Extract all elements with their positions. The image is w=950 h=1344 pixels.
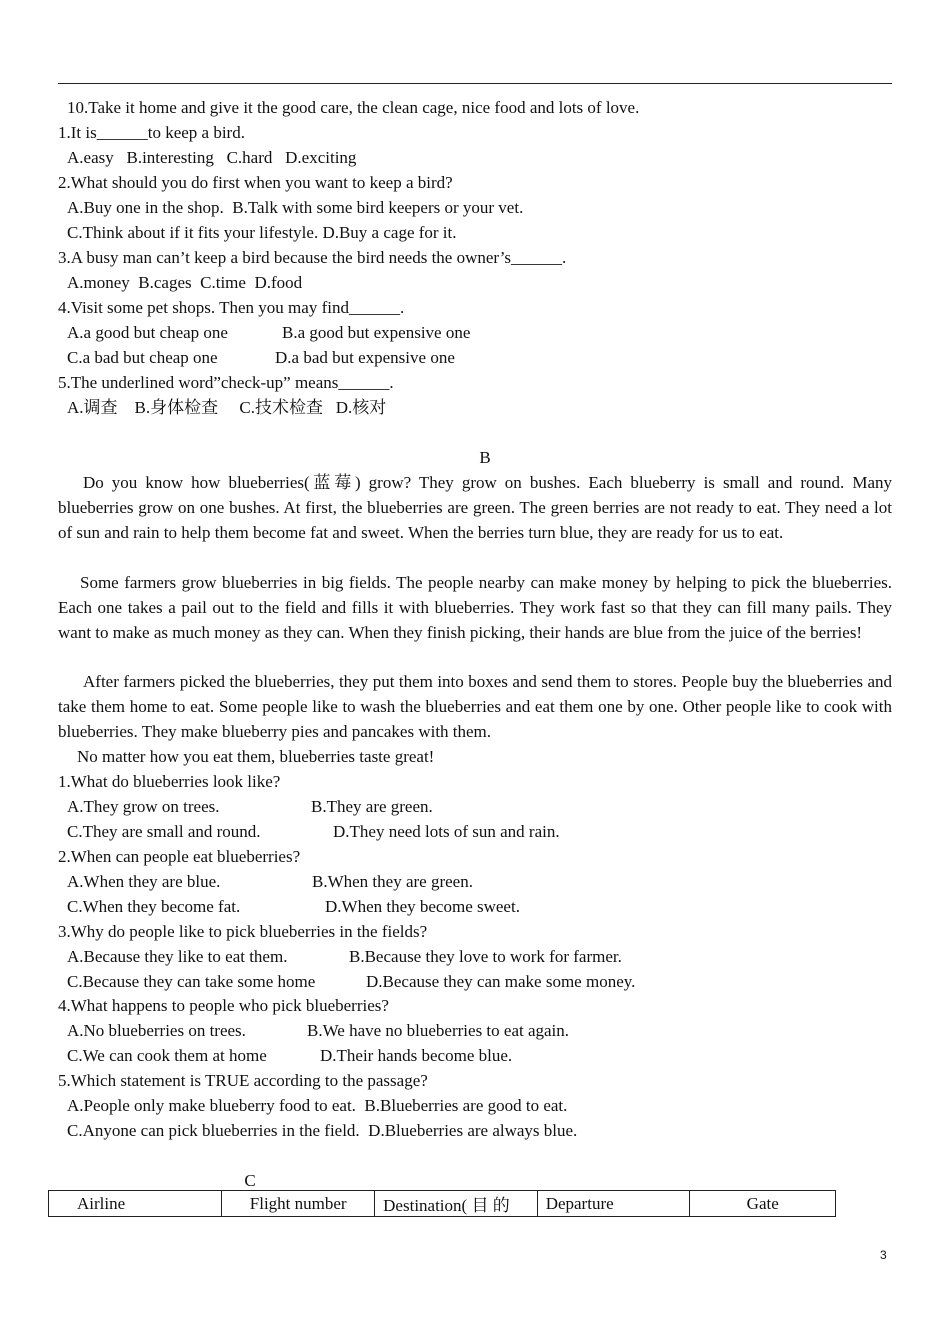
b-q2-option-c: C.When they become fat. — [67, 897, 241, 916]
b-q2-option-a: A.When they are blue. — [67, 872, 221, 891]
a-q2-options-2: C.Think about if it fits your lifestyle. D.Buy a cage for it. — [67, 223, 457, 242]
section-c-heading: C — [244, 1171, 256, 1190]
b-question-5: 5.Which statement is TRUE according to the passage? — [58, 1071, 428, 1090]
b-q4-option-c: C.We can cook them at home — [67, 1046, 267, 1065]
b-paragraph-1: Do you know how blueberries(蓝莓) grow? They grow on bushes. Each blueberry is small and round. Many blueberries grow on one bushes. At first, the blueberries are green. The green berries are not ready to eat. They need a lot of sun and rain to help them become fat and sweet. When the berries turn blue, they are ready for us to eat. — [58, 473, 892, 542]
a-q5-options: A.调查 B.身体检查 C.技术检查 D.核对 — [67, 398, 387, 417]
a-question-3: 3.A busy man can’t keep a bird because the bird needs the owner’s______. — [58, 248, 567, 267]
b-q5-options-2: C.Anyone can pick blueberries in the field. D.Blueberries are always blue. — [67, 1121, 578, 1140]
b-q1-option-b: B.They are green. — [311, 797, 433, 816]
b-q3-option-a: A.Because they like to eat them. — [67, 947, 288, 966]
a-q1-options: A.easy B.interesting C.hard D.exciting — [67, 148, 357, 167]
flight-table-header-row — [49, 1191, 836, 1217]
col-destination: Destination( 目 的 — [375, 1191, 538, 1217]
b-paragraph-3: After farmers picked the blueberries, they put them into boxes and send them to stores. People buy the blueberries and take them home to eat. Some people like to wash the blueberries and eat them one by one. Other people like to cook with blueberries. They make blueberry pies and pancakes with them. — [58, 672, 892, 741]
a-question-2: 2.What should you do first when you want to keep a bird? — [58, 173, 453, 192]
b-question-1: 1.What do blueberries look like? — [58, 772, 281, 791]
col-airline: Airline — [49, 1191, 222, 1217]
a-question-4: 4.Visit some pet shops. Then you may find______. — [58, 298, 405, 317]
a-q4-option-a: A.a good but cheap one — [67, 323, 228, 342]
b-paragraph-4: No matter how you eat them, blueberries taste great! — [77, 747, 435, 766]
flight-table — [48, 1190, 836, 1217]
col-departure: Departure — [537, 1191, 690, 1217]
b-q3-option-b: B.Because they love to work for farmer. — [349, 947, 622, 966]
b-q3-option-c: C.Because they can take some home — [67, 972, 316, 991]
b-q4-option-b: B.We have no blueberries to eat again. — [307, 1021, 570, 1040]
col-gate: Gate — [690, 1191, 836, 1217]
b-q2-option-d: D.When they become sweet. — [325, 897, 520, 916]
b-q4-option-d: D.Their hands become blue. — [320, 1046, 513, 1065]
a-q4-option-b: B.a good but expensive one — [282, 323, 471, 342]
a-q3-options: A.money B.cages C.time D.food — [67, 273, 303, 292]
item-10: 10.Take it home and give it the good care, the clean cage, nice food and lots of love. — [67, 98, 640, 117]
b-q1-option-c: C.They are small and round. — [67, 822, 261, 841]
b-question-3: 3.Why do people like to pick blueberries in the fields? — [58, 922, 428, 941]
b-q1-option-a: A.They grow on trees. — [67, 797, 220, 816]
a-question-5: 5.The underlined word”check-up” means______. — [58, 373, 394, 392]
a-q2-options-1: A.Buy one in the shop. B.Talk with some bird keepers or your vet. — [67, 198, 524, 217]
b-q3-option-d: D.Because they can make some money. — [366, 972, 636, 991]
a-q4-option-c: C.a bad but cheap one — [67, 348, 218, 367]
b-q1-option-d: D.They need lots of sun and rain. — [333, 822, 560, 841]
b-paragraph-2: Some farmers grow blueberries in big fields. The people nearby can make money by helping to pick the blueberries. Each one takes a pail out to the field and fills it with blueberries. They work fast so that they can fill many pails. They want to make as much money as they can. When they finish picking, their hands are blue from the juice of the berries! — [58, 573, 892, 642]
a-question-1: 1.It is______to keep a bird. — [58, 123, 245, 142]
b-q5-options-1: A.People only make blueberry food to eat. B.Blueberries are good to eat. — [67, 1096, 568, 1115]
page-number: 3 — [880, 1248, 887, 1262]
b-question-4: 4.What happens to people who pick blueberries? — [58, 996, 389, 1015]
b-q2-option-b: B.When they are green. — [312, 872, 473, 891]
col-flight-number: Flight number — [222, 1191, 375, 1217]
section-b-heading: B — [479, 448, 491, 467]
header-rule — [58, 83, 892, 84]
b-q4-option-a: A.No blueberries on trees. — [67, 1021, 246, 1040]
a-q4-option-d: D.a bad but expensive one — [275, 348, 455, 367]
b-question-2: 2.When can people eat blueberries? — [58, 847, 301, 866]
